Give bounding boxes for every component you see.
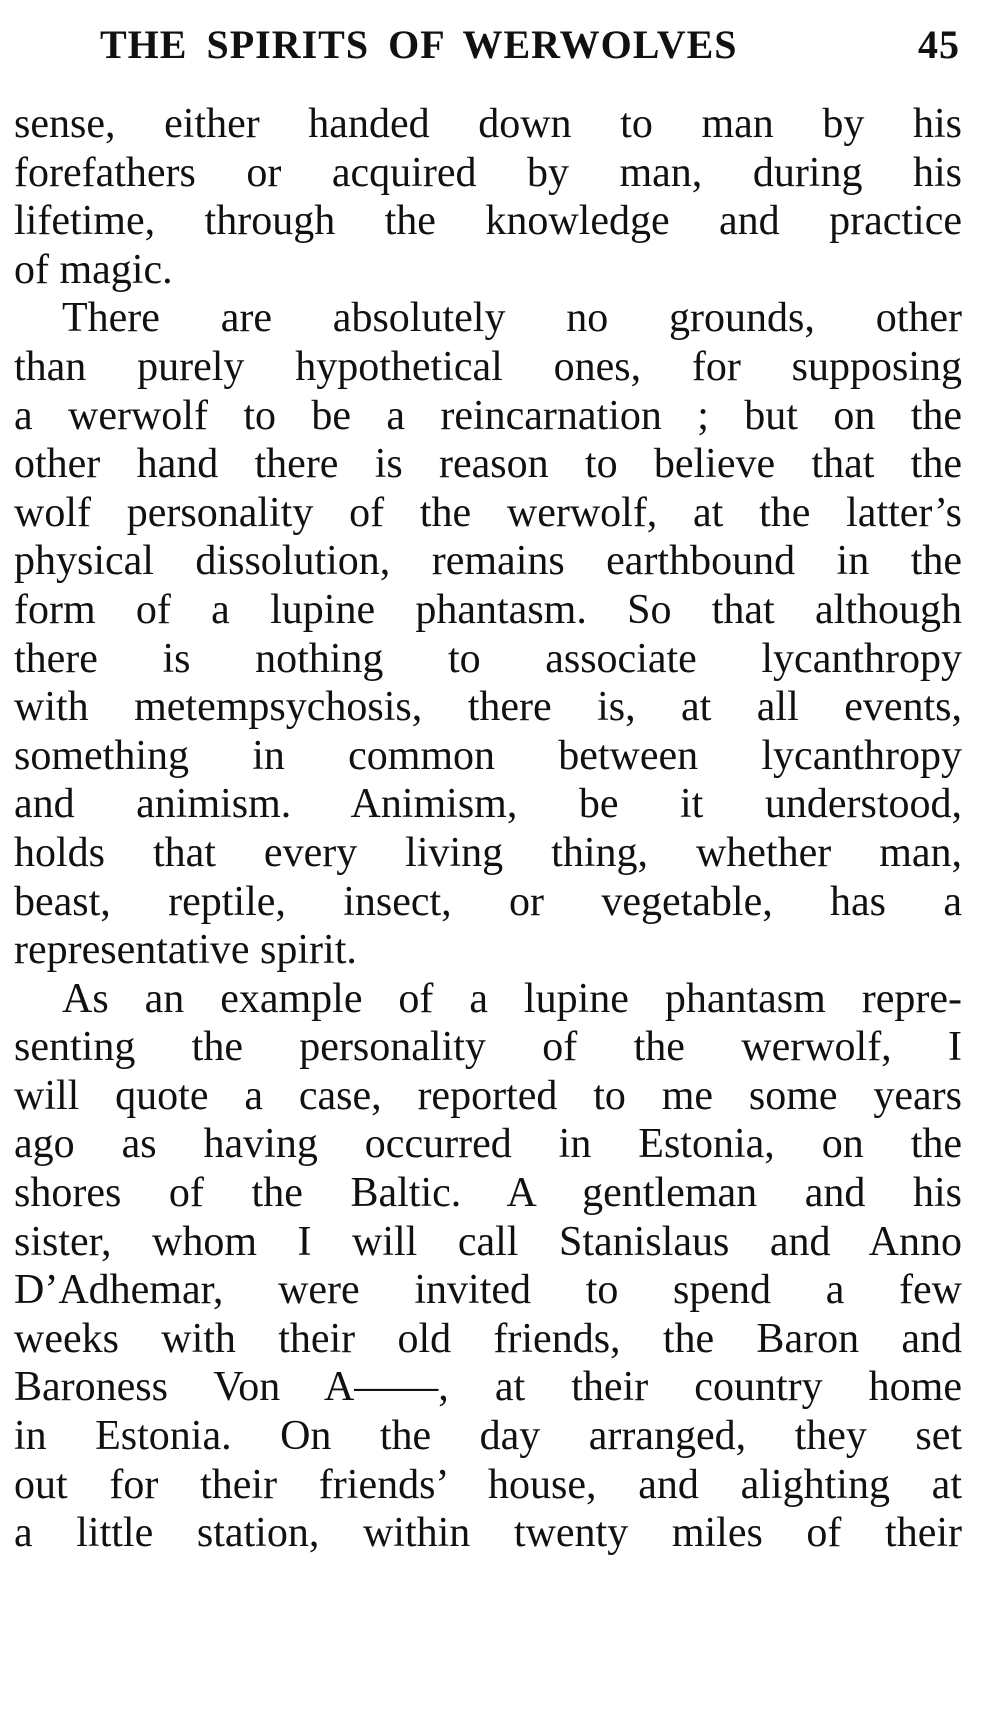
text-line: ago as having occurred in Estonia, on the	[14, 1121, 962, 1168]
body-text	[14, 100, 962, 1558]
text-line: sense, either handed down to man by his	[14, 101, 962, 147]
text-line: there is nothing to associate lycanthropy	[14, 635, 962, 682]
text-line: than purely hypothetical ones, for supposing	[14, 343, 962, 390]
text-line: forefathers or acquired by man, during his	[14, 149, 962, 196]
text-line: with metempsychosis, there is, at all events,	[14, 684, 962, 731]
text-line: There are absolutely no grounds, other	[62, 295, 962, 342]
text-line: form of a lupine phantasm. So that although	[14, 586, 962, 633]
text-line: representative spirit.	[14, 927, 357, 974]
text-line: something in common between lycanthropy	[14, 732, 962, 779]
text-line: wolf personality of the werwolf, at the latter’s	[14, 489, 962, 536]
text-line: holds that every living thing, whether man,	[14, 829, 962, 876]
text-line: in Estonia. On the day arranged, they set	[14, 1413, 962, 1460]
text-line: lifetime, through the knowledge and practice	[14, 198, 962, 245]
text-line: and animism. Animism, be it understood,	[14, 781, 962, 828]
text-line: weeks with their old friends, the Baron and	[14, 1315, 962, 1362]
text-line: of magic.	[14, 246, 173, 293]
text-line: a werwolf to be a reincarnation ; but on the	[14, 392, 962, 439]
text-line: other hand there is reason to believe that the	[14, 441, 962, 488]
text-line: out for their friends’ house, and alighting at	[14, 1461, 962, 1508]
text-line: senting the personality of the werwolf, I	[14, 1024, 962, 1071]
text-line: beast, reptile, insect, or vegetable, has a	[14, 878, 962, 925]
text-line: physical dissolution, remains earthbound in the	[14, 538, 962, 585]
text-line: sister, whom I will call Stanislaus and Anno	[14, 1218, 962, 1265]
text-line: a little station, within twenty miles of their	[14, 1510, 962, 1557]
text-line: D’Adhemar, were invited to spend a few	[14, 1267, 962, 1314]
text-line: Baroness Von A——, at their country home	[14, 1364, 962, 1411]
running-head	[100, 14, 960, 74]
running-title: THE SPIRITS OF WERWOLVES	[100, 21, 738, 67]
text-line: As an example of a lupine phantasm repre-	[62, 975, 962, 1022]
page-number: 45	[918, 21, 960, 67]
text-line: will quote a case, reported to me some years	[14, 1072, 962, 1119]
text-line: shores of the Baltic. A gentleman and his	[14, 1170, 962, 1217]
